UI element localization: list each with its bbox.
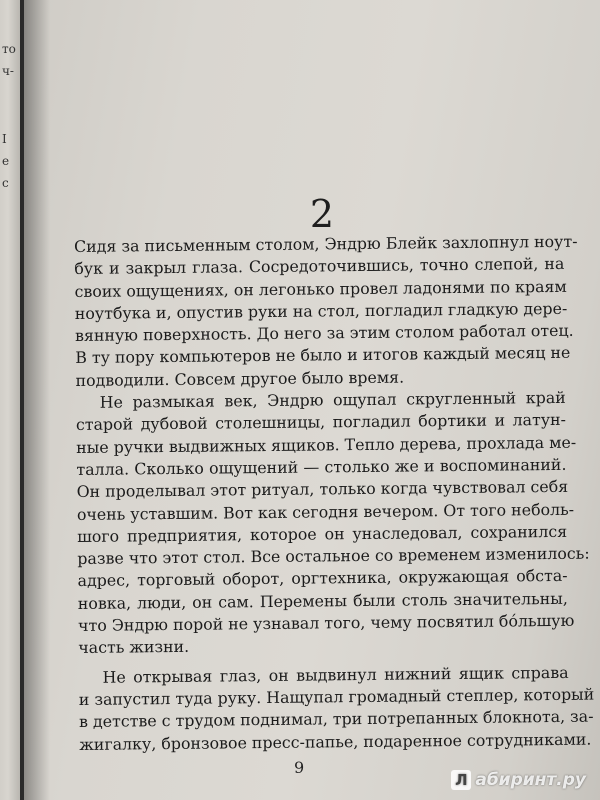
text-line: часть жизни. bbox=[78, 637, 190, 658]
text-line: Не открывая глаз, он выдвинул нижний ящик справа bbox=[102, 662, 569, 687]
chapter-number: 2 bbox=[309, 192, 335, 236]
adjacent-page-fragment: I bbox=[2, 132, 7, 146]
text-line: что Эндрю порой не узнавал того, чему посвятил бо́льшую bbox=[77, 610, 575, 636]
text-line: Он проделывал этот ритуал, только когда чувствовал себя bbox=[76, 477, 569, 502]
book-page bbox=[24, 0, 600, 800]
adjacent-page-fragment: с bbox=[2, 176, 9, 190]
text-line: адрес, торговый оборот, оргтехника, окружающая обста- bbox=[77, 566, 568, 591]
gutter-shadow bbox=[24, 0, 50, 800]
text-line: жигалку, бронзовое пресс-папье, подаренное сотрудниками. bbox=[79, 729, 592, 754]
text-line: ноутбука и, опустив руки на стол, погладил гладкую дере- bbox=[74, 298, 568, 323]
text-line: Не размыкая век, Эндрю ощупал скругленный край bbox=[99, 387, 566, 412]
text-line: новка, люди, он сам. Перемены были столь значительны, bbox=[77, 588, 568, 613]
text-line: Сидя за письменным столом, Эндрю Блейк захлопнул ноут- bbox=[74, 231, 578, 256]
text-line: ные ручки выдвижных ящиков. Тепло дерева, прохлада ме- bbox=[76, 432, 577, 457]
text-line: старой дубовой столешницы, погладил бортики и латун- bbox=[75, 410, 567, 435]
text-line: вянную поверхность. До него за этим столом работал отец. bbox=[74, 320, 574, 346]
adjacent-page-edge bbox=[0, 0, 20, 800]
text-line: талла. Сколько ощущений — столько же и воспоминаний. bbox=[76, 454, 567, 479]
adjacent-page-fragment: е bbox=[2, 154, 10, 168]
page-number: 9 bbox=[294, 758, 305, 777]
text-line: очень уставшим. Вот как сегодня вечером. От того неболь- bbox=[76, 499, 575, 524]
text-line: своих ощущениях, он легонько провел ладонями по краям bbox=[74, 276, 567, 301]
adjacent-page-fragment: то bbox=[2, 42, 16, 56]
labirint-watermark bbox=[451, 770, 586, 790]
text-line: и запустил туда руку. Нащупал громадный степлер, который bbox=[78, 684, 595, 709]
text-line: бук и закрыл глаза. Сосредоточившись, точно слепой, на bbox=[74, 254, 565, 279]
text-line: шого предприятия, которое он унаследовал, сохранился bbox=[77, 521, 568, 546]
text-line: В ту пору компьютеров не было и итогов каждый месяц не bbox=[75, 343, 571, 368]
text-line: подводили. Совсем другое было время. bbox=[75, 367, 405, 390]
watermark-text: абиринт.ру bbox=[475, 770, 586, 790]
text-line: в детстве с трудом поднимал, три потрепанных блокнота, за- bbox=[78, 706, 594, 732]
text-line: разве что этот стол. Все остальное со временем изменилось: bbox=[77, 543, 590, 569]
labirint-logo-icon: Л bbox=[451, 770, 471, 790]
adjacent-page-fragment: ч- bbox=[2, 64, 14, 78]
chapter-text bbox=[74, 231, 595, 756]
